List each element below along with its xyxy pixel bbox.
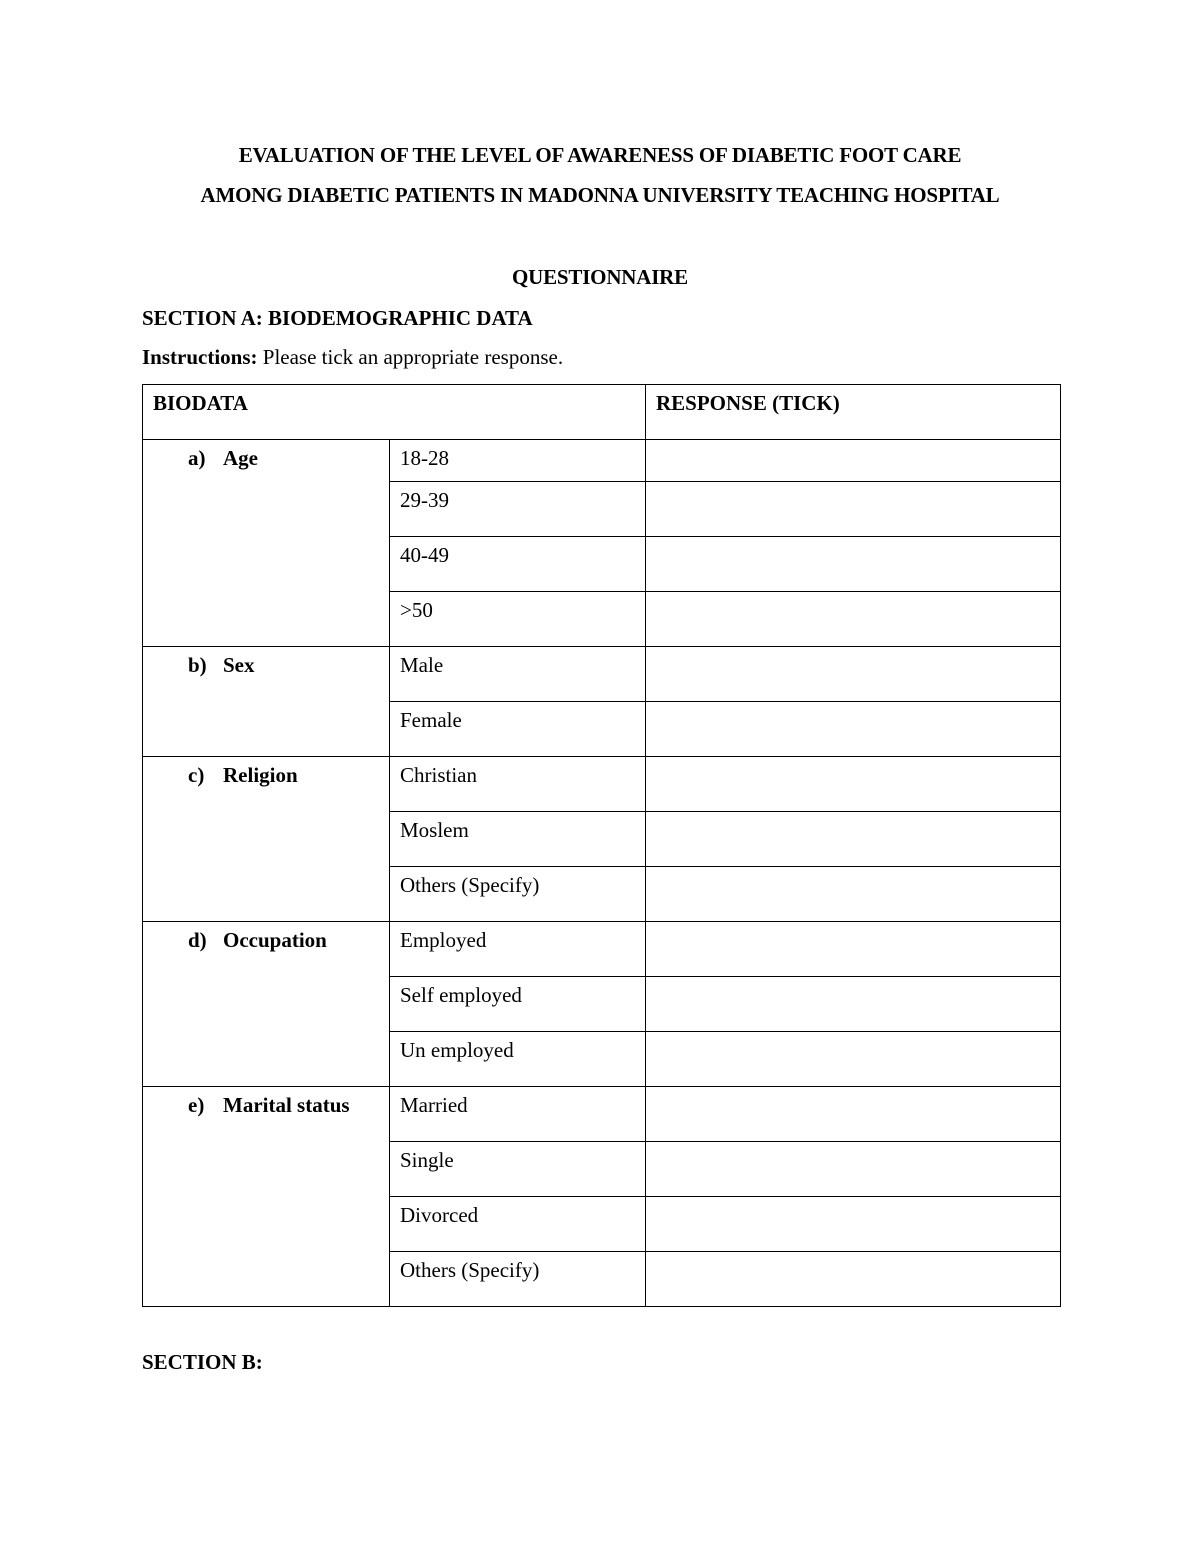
category-label: Occupation <box>223 928 327 952</box>
response-tick-cell[interactable] <box>646 440 1061 482</box>
response-tick-cell[interactable] <box>646 1087 1061 1142</box>
option-label: Female <box>390 702 646 757</box>
category-label: Marital status <box>223 1093 350 1117</box>
header-biodata: BIODATA <box>143 385 646 440</box>
response-tick-cell[interactable] <box>646 647 1061 702</box>
biodata-table <box>142 384 1061 1307</box>
response-tick-cell[interactable] <box>646 977 1061 1032</box>
category-cell <box>143 922 390 1087</box>
category-letter: c) <box>188 763 205 787</box>
option-label: Divorced <box>390 1197 646 1252</box>
option-label: 18-28 <box>390 440 646 482</box>
response-tick-cell[interactable] <box>646 1142 1061 1197</box>
option-label: Others (Specify) <box>390 867 646 922</box>
option-label: >50 <box>390 592 646 647</box>
response-tick-cell[interactable] <box>646 1252 1061 1307</box>
response-tick-cell[interactable] <box>646 922 1061 977</box>
response-tick-cell[interactable] <box>646 702 1061 757</box>
category-label: Religion <box>223 763 298 787</box>
response-tick-cell[interactable] <box>646 867 1061 922</box>
response-tick-cell[interactable] <box>646 1197 1061 1252</box>
questionnaire-heading: QUESTIONNAIRE <box>512 265 688 289</box>
table-row <box>143 922 1061 977</box>
section-a-heading: SECTION A: BIODEMOGRAPHIC DATA <box>142 306 533 330</box>
category-cell <box>143 1087 390 1307</box>
option-label: Un employed <box>390 1032 646 1087</box>
table-row <box>143 647 1061 702</box>
option-label: Self employed <box>390 977 646 1032</box>
response-tick-cell[interactable] <box>646 757 1061 812</box>
option-label: Christian <box>390 757 646 812</box>
response-tick-cell[interactable] <box>646 1032 1061 1087</box>
option-label: Moslem <box>390 812 646 867</box>
category-letter: d) <box>188 928 207 952</box>
option-label: Others (Specify) <box>390 1252 646 1307</box>
table-row <box>143 440 1061 482</box>
option-label: 40-49 <box>390 537 646 592</box>
category-letter: a) <box>188 446 206 470</box>
document-title-line-2: AMONG DIABETIC PATIENTS IN MADONNA UNIVERSITY TEACHING HOSPITAL <box>200 183 1000 207</box>
table-row <box>143 1087 1061 1142</box>
category-cell <box>143 440 390 647</box>
section-b-heading: SECTION B: <box>142 1350 263 1374</box>
header-response: RESPONSE (TICK) <box>646 385 1061 440</box>
option-label: Married <box>390 1087 646 1142</box>
instructions-label: Instructions: <box>142 345 258 369</box>
response-tick-cell[interactable] <box>646 482 1061 537</box>
instructions-text: Please tick an appropriate response. <box>262 345 564 369</box>
instructions <box>142 345 563 370</box>
response-tick-cell[interactable] <box>646 812 1061 867</box>
category-label: Age <box>223 446 258 470</box>
category-cell <box>143 647 390 757</box>
category-label: Sex <box>223 653 255 677</box>
category-cell <box>143 757 390 922</box>
option-label: 29-39 <box>390 482 646 537</box>
document-title-line-1: EVALUATION OF THE LEVEL OF AWARENESS OF DIABETIC FOOT CARE <box>238 143 962 167</box>
option-label: Single <box>390 1142 646 1197</box>
response-tick-cell[interactable] <box>646 592 1061 647</box>
response-tick-cell[interactable] <box>646 537 1061 592</box>
category-letter: e) <box>188 1093 205 1117</box>
option-label: Employed <box>390 922 646 977</box>
category-letter: b) <box>188 653 207 677</box>
table-header-row <box>143 385 1061 440</box>
option-label: Male <box>390 647 646 702</box>
table-row <box>143 757 1061 812</box>
